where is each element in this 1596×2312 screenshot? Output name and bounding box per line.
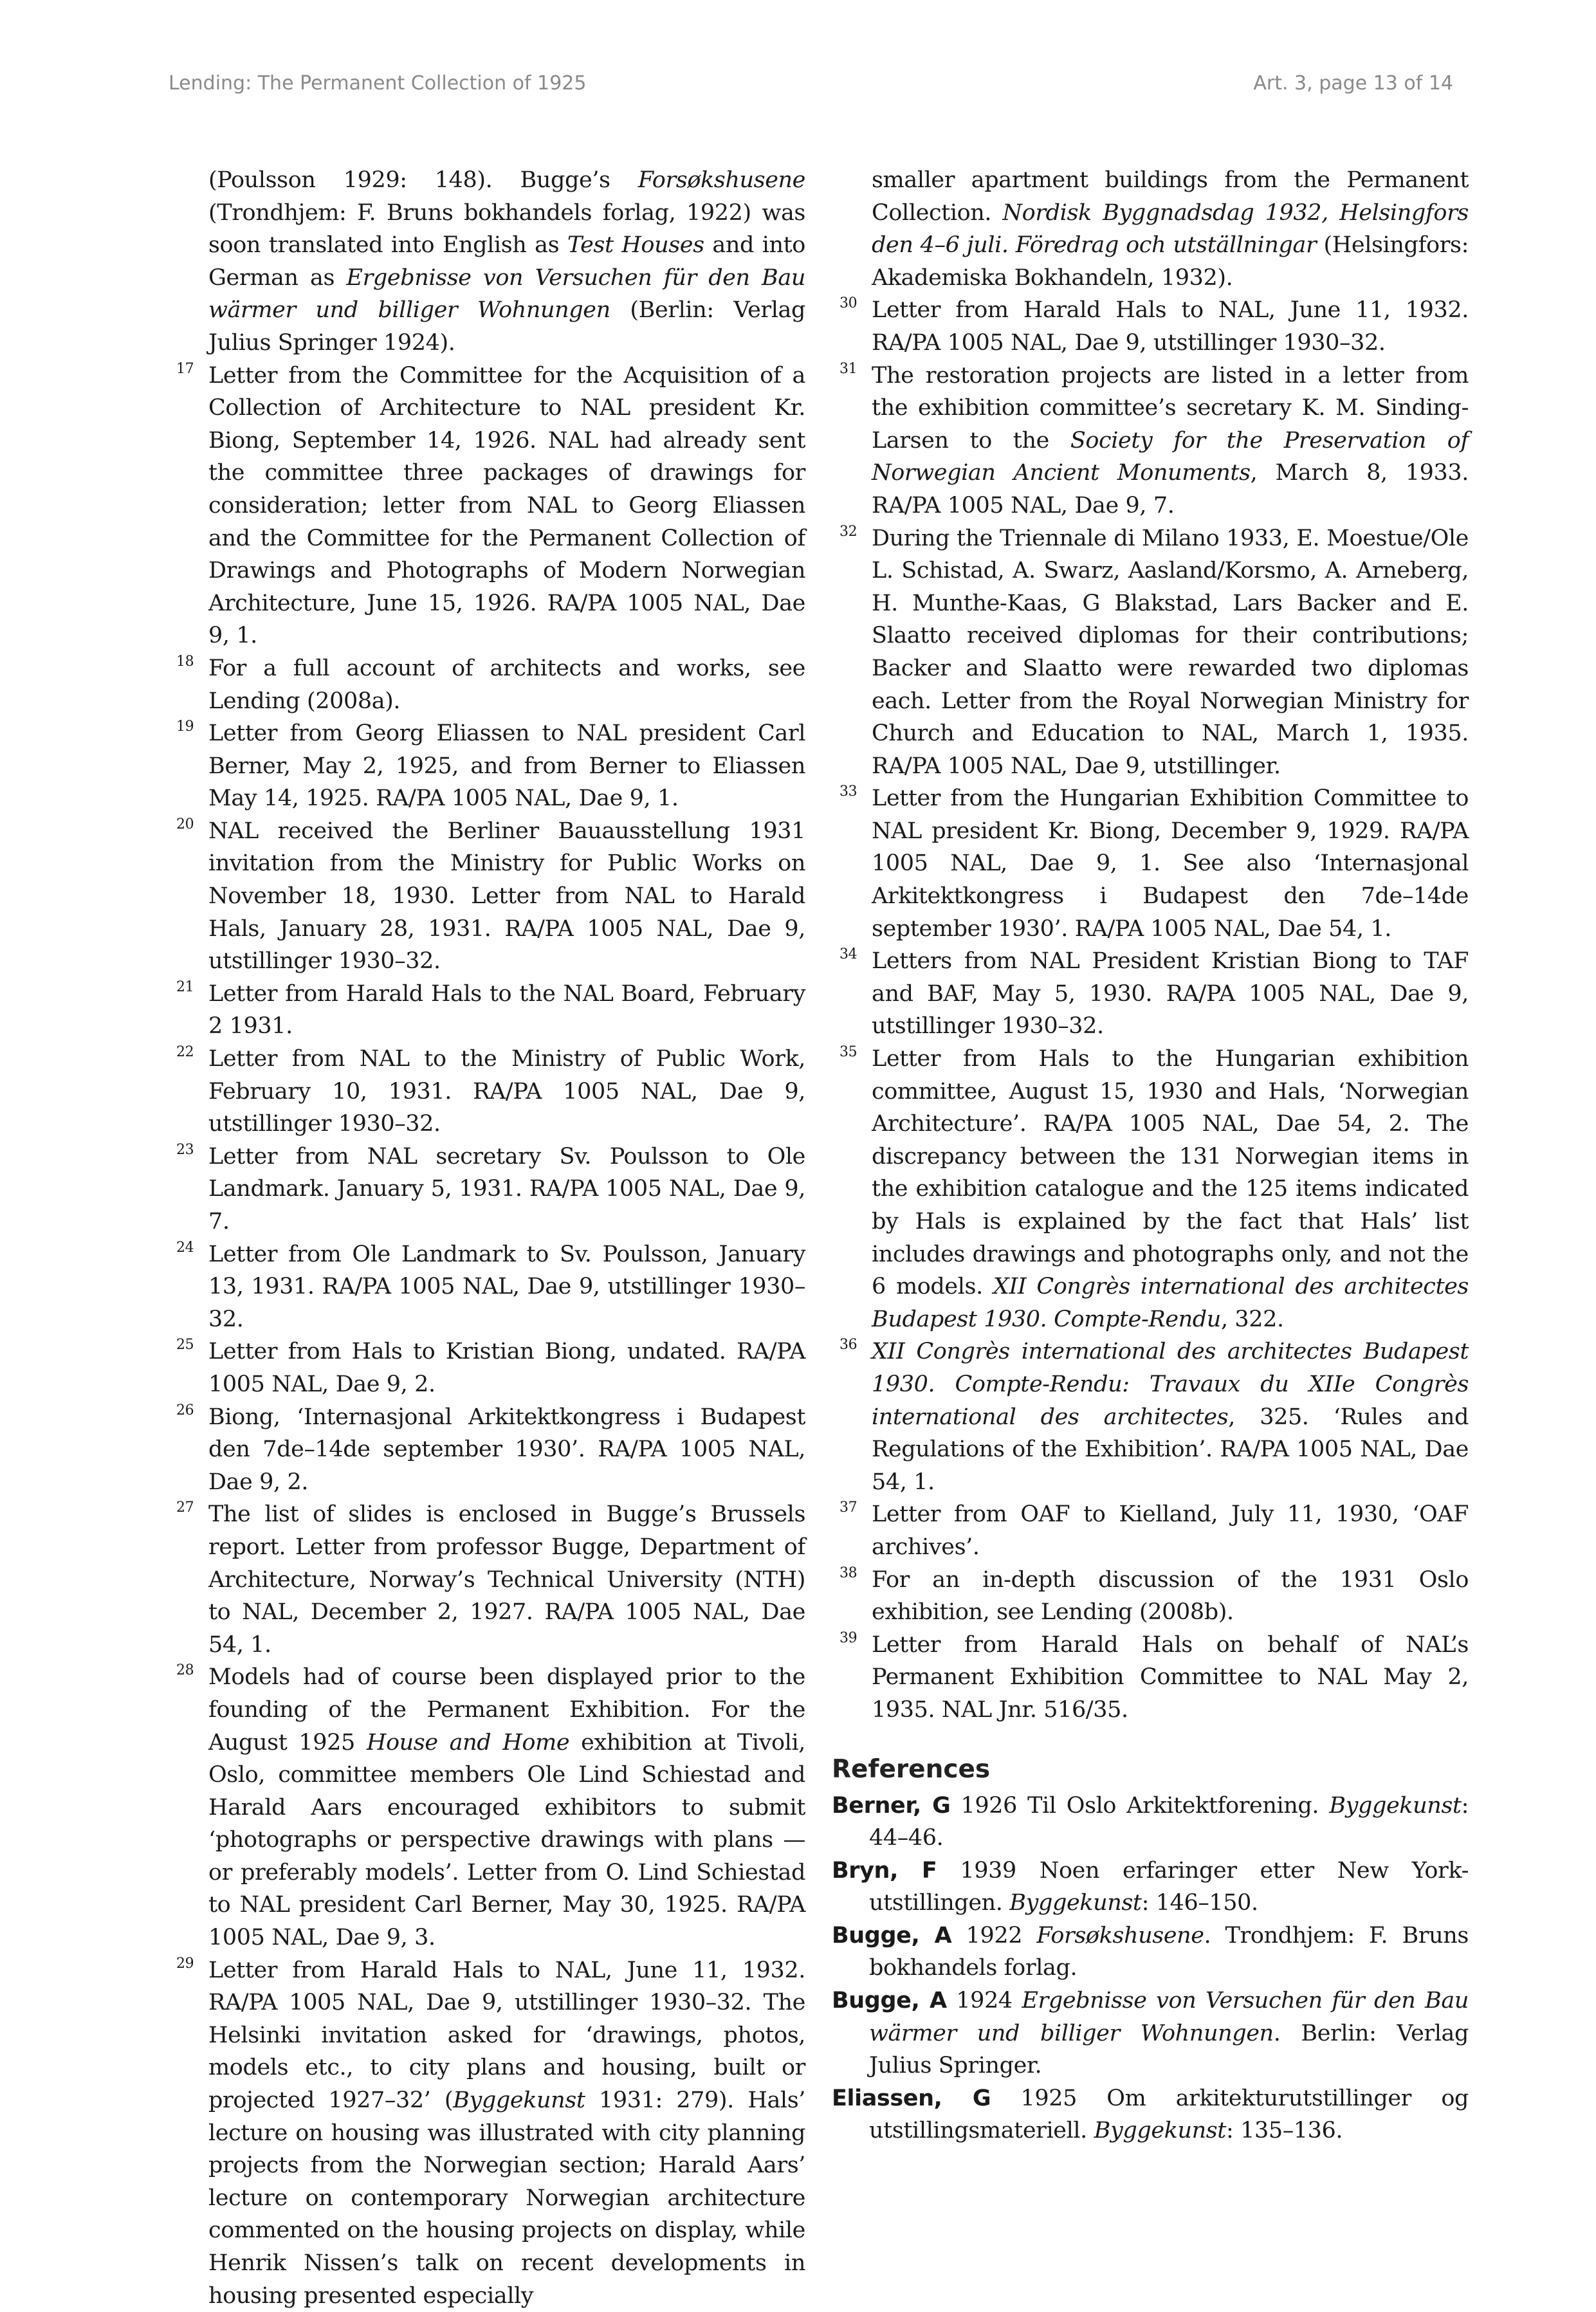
text-segment: Letter from Harald Hals to NAL, June 11, 1932. RA/PA 1005 NAL, Dae 9, utstillinger 1930–32. <box>872 297 1469 356</box>
text-segment: 1939 Noen erfaringer etter New York-utstillingen. <box>869 1857 1469 1916</box>
reference-author: Berner, G <box>832 1792 951 1819</box>
reference-author: Bugge, A <box>832 1922 952 1949</box>
footnote <box>832 1335 1469 1498</box>
footnote <box>832 1498 1469 1563</box>
running-title: Lending: The Permanent Collection of 1925 <box>169 72 587 95</box>
footnote-number: 23 <box>176 1141 194 1158</box>
footnote <box>169 1954 805 2312</box>
text-segment: Letter from the Committee for the Acquisition of a Collection of Architecture to NAL president Kr. Biong, September 14, 1926. NAL had already sent the committee three packages of drawings for consideration; letter from NAL to Georg Eliassen and the Committee for the Permanent Collection of Drawings and Photographs of Modern Norwegian Architecture, June 15, 1926. RA/PA 1005 NAL, Dae 9, 1. <box>208 362 805 649</box>
text-segment: (Helsingfors: Akademiska Bokhandeln, 1932). <box>872 232 1469 291</box>
text-segment: 1922 <box>951 1922 1037 1949</box>
italic-text: XII Congrès international des architectes Budapest 1930. Compte-Rendu: Travaux du XIIe Congrès international des architectes <box>872 1339 1469 1430</box>
reference-author: Eliassen, G <box>832 2085 991 2111</box>
text-segment: Letter from Harald Hals to NAL, June 11, 1932. RA/PA 1005 NAL, Dae 9, utstillinger 1930–32. The Helsinki invitation asked for ‘drawings, photos, models etc., to city plans and housing, built or projected 1927–32’ ( <box>208 1957 805 2114</box>
italic-text: Byggekunst <box>1094 2118 1226 2144</box>
left-column-footnotes <box>169 164 805 2312</box>
text-segment: For a full account of architects and works, see Lending (2008a). <box>208 655 805 714</box>
text-segment: 1926 Til Oslo Arkitektforening. <box>950 1792 1330 1819</box>
text-segment: Letter from Harald Hals to the NAL Board, February 2 1931. <box>208 980 805 1040</box>
reference-entry <box>832 1985 1469 2082</box>
footnote <box>832 945 1469 1043</box>
reference-author: Bugge, A <box>832 1988 947 2014</box>
footnote-number: 39 <box>839 1629 858 1646</box>
text-segment: , March 8, 1933. RA/PA 1005 NAL, Dae 9, 7. <box>872 460 1469 518</box>
footnote <box>169 717 805 815</box>
italic-text: Forsøkshusene <box>1036 1922 1204 1949</box>
footnote-number: 20 <box>176 816 194 832</box>
text-segment: 1925 Om arkitekturutstillinger og utstillingsmateriell. <box>869 2085 1469 2144</box>
text-segment: The restoration projects are listed in a letter from the exhibition committee’s secretary K. M. Sinding-Larsen to the <box>872 362 1469 454</box>
text-segment: NAL received the Berliner Bauausstellung 1931 invitation from the Ministry for Public Works on November 18, 1930. Letter from NAL to Harald Hals, January 28, 1931. RA/PA 1005 NAL, Dae 9, utstillinger 1930–32. <box>208 818 805 975</box>
text-segment: Letter from the Hungarian Exhibition Committee to NAL president Kr. Biong, December 9, 1929. RA/PA 1005 NAL, Dae 9, 1. See also ‘Internasjonal Arkitektkongress i Budapest den 7de–14de september 1930’. RA/PA 1005 NAL, Dae 54, 1. <box>872 785 1469 942</box>
footnote-number: 17 <box>176 360 194 377</box>
italic-text: Nordisk Byggnadsdag 1932, Helsingfors den 4–6 juli. Föredrag och utställningar <box>872 199 1469 259</box>
italic-text: Ergebnisse von Versuchen für den Bau wärmer und billiger Wohnungen <box>208 264 805 324</box>
page-number: Art. 3, page 13 of 14 <box>1253 72 1453 95</box>
italic-text: Society for the Preservation of Norwegian Ancient Monuments <box>872 427 1469 486</box>
text-segment: , 322. <box>1220 1306 1284 1332</box>
footnote-number: 29 <box>176 1955 194 1972</box>
footnote <box>169 1335 805 1400</box>
text-segment: (Trondhjem: F. Bruns bokhandels forlag, 1922) was soon translated into English as <box>208 199 805 259</box>
text-segment: Letter from Hals to the Hungarian exhibition committee, August 15, 1930 and Hals, ‘Norwegian Architecture’. RA/PA 1005 NAL, Dae 54, 2. The discrepancy between the 131 Norwegian items in the exhibition catalogue and the 125 items indicated by Hals is explained by the fact that Hals’ list includes drawings and photographs only, and not the 6 models. <box>872 1046 1469 1300</box>
footnote <box>169 1401 805 1499</box>
italic-text: Ergebnisse von Versuchen für den Bau wärmer und billiger Wohnungen <box>869 1988 1469 2046</box>
footnote <box>169 1141 805 1238</box>
reference-author: Bryn, F <box>832 1857 937 1884</box>
footnote-number: 38 <box>839 1564 858 1581</box>
text-segment: . Berlin: Verlag Julius Springer. <box>869 2020 1469 2079</box>
text-segment: Models had of course been displayed prior to the founding of the Permanent Exhibition. For the August 1925 <box>208 1664 805 1756</box>
footnote <box>169 978 805 1043</box>
right-column <box>832 164 1469 2147</box>
footnote <box>832 782 1469 945</box>
references-list <box>832 1790 1469 2148</box>
references-heading: References <box>832 1754 991 1784</box>
footnote <box>169 815 805 978</box>
footnote <box>169 1498 805 1661</box>
footnote-number: 36 <box>839 1337 858 1353</box>
text-segment: Biong, ‘Internasjonal Arkitektkongress i Budapest den 7de–14de september 1930’. RA/PA 1005 NAL, Dae 9, 2. <box>208 1404 805 1495</box>
right-column-footnotes <box>832 164 1469 1727</box>
text-segment: Letter from NAL secretary Sv. Poulsson to Ole Landmark. January 5, 1931. RA/PA 1005 NAL, Dae 9, 7. <box>208 1143 805 1234</box>
reference-entry <box>832 1855 1469 1920</box>
footnote-number: 26 <box>176 1402 194 1418</box>
text-segment: : 146–150. <box>1141 1890 1258 1916</box>
footnote-number: 30 <box>839 295 858 312</box>
footnote-number: 24 <box>176 1239 194 1256</box>
footnote-continuation <box>169 164 805 360</box>
italic-text: Test Houses <box>567 232 704 259</box>
text-segment: Letter from Hals to Kristian Biong, undated. RA/PA 1005 NAL, Dae 9, 2. <box>208 1339 805 1397</box>
footnote <box>832 1629 1469 1727</box>
italic-text: Byggekunst <box>1329 1792 1462 1819</box>
footnote-number: 35 <box>839 1044 858 1061</box>
footnote <box>169 1661 805 1954</box>
text-segment: . Trondhjem: F. Bruns bokhandels forlag. <box>869 1922 1469 1981</box>
footnote-number: 25 <box>176 1337 194 1353</box>
text-segment: , 325. ‘Rules and Regulations of the Exhibition’. RA/PA 1005 NAL, Dae 54, 1. <box>872 1404 1469 1495</box>
italic-text: Byggekunst <box>1009 1890 1142 1916</box>
footnote-number: 33 <box>839 784 858 800</box>
italic-text: Forsøkshusene <box>637 167 805 193</box>
text-segment: exhibition at Tivoli, Oslo, committee members Ole Lind Schiestad and Harald Aars encouraged exhibitors to submit ‘photographs or perspective drawings with plans — or preferably models’. Letter from O. Lind Schiestad to NAL president Carl Berner, May 30, 1925. RA/PA 1005 NAL, Dae 9, 3. <box>208 1729 805 1951</box>
reference-entry <box>832 2082 1469 2147</box>
text-segment: 1924 <box>946 1988 1022 2014</box>
footnote-number: 19 <box>176 719 194 735</box>
text-segment: During the Triennale di Milano 1933, E. Moestue/Ole L. Schistad, A. Swarz, Aasland/Korsmo, A. Arneberg, H. Munthe-Kaas, G Blakstad, Lars Backer and E. Slaatto received diplomas for their contributions; Backer and Slaatto were rewarded two diplomas each. Letter from the Royal Norwegian Ministry for Church and Education to NAL, March 1, 1935. RA/PA 1005 NAL, Dae 9, utstillinger. <box>872 525 1469 779</box>
footnote <box>169 1043 805 1141</box>
reference-entry <box>832 1920 1469 1985</box>
italic-text: House and Home <box>366 1729 570 1756</box>
text-segment: 1931: 279). Hals’ lecture on housing was illustrated with city planning projects from the Norwegian section; Harald Aars’ lecture on contemporary Norwegian architecture commented on the housing projects on display, while Henrik Nissen’s talk on recent developments in housing presented especially <box>208 2087 806 2309</box>
footnote-number: 37 <box>839 1500 858 1516</box>
footnote-number: 21 <box>176 978 194 995</box>
footnote-number: 22 <box>176 1044 194 1061</box>
footnote-number: 27 <box>176 1500 194 1516</box>
footnote <box>832 294 1469 359</box>
footnote <box>832 1564 1469 1629</box>
footnote-continuation <box>832 164 1469 294</box>
text-segment: For an in-depth discussion of the 1931 Oslo exhibition, see Lending (2008b). <box>872 1566 1469 1626</box>
running-header <box>169 72 1453 104</box>
text-segment: smaller apartment buildings from the Permanent Collection. <box>872 167 1469 226</box>
footnote-number: 28 <box>176 1662 194 1679</box>
footnote-number: 32 <box>839 523 858 540</box>
footnote <box>832 360 1469 522</box>
footnote <box>169 360 805 652</box>
text-segment: (Berlin: Verlag Julius Springer 1924). <box>208 297 805 356</box>
text-segment: : 135–136. <box>1225 2118 1343 2144</box>
text-segment: Letters from NAL President Kristian Biong to TAF and BAF, May 5, 1930. RA/PA 1005 NAL, Dae 9, utstillinger 1930–32. <box>872 948 1469 1040</box>
footnote <box>169 1238 805 1336</box>
text-segment: Letter from Harald Hals on behalf of NAL’s Permanent Exhibition Committee to NAL May 2, 1935. NAL Jnr. 516/35. <box>872 1631 1469 1723</box>
text-segment: (Poulsson 1929: 148). Bugge’s <box>208 167 638 193</box>
text-segment: Letter from OAF to Kielland, July 11, 1930, ‘OAF archives’. <box>872 1501 1469 1560</box>
text-segment: Letter from Georg Eliassen to NAL president Carl Berner, May 2, 1925, and from Berner to Eliassen May 14, 1925. RA/PA 1005 NAL, Dae 9, 1. <box>208 720 805 812</box>
text-segment: The list of slides is enclosed in Bugge’s Brussels report. Letter from professor Bugge, Department of Architecture, Norway’s Technical University (NTH) to NAL, December 2, 1927. RA/PA 1005 NAL, Dae 54, 1. <box>208 1501 805 1658</box>
text-segment: Letter from NAL to the Ministry of Public Work, February 10, 1931. RA/PA 1005 NAL, Dae 9, utstillinger 1930–32. <box>208 1046 805 1137</box>
footnote-number: 34 <box>839 946 858 963</box>
footnote-number: 18 <box>176 653 194 670</box>
footnote-number: 31 <box>839 360 858 377</box>
text-segment: Letter from Ole Landmark to Sv. Poulsson, January 13, 1931. RA/PA 1005 NAL, Dae 9, utstillinger 1930–32. <box>208 1241 805 1332</box>
footnote <box>832 522 1469 783</box>
text-segment: : 44–46. <box>869 1792 1469 1851</box>
footnote <box>832 1043 1469 1335</box>
footnote <box>169 652 805 717</box>
reference-entry <box>832 1790 1469 1855</box>
italic-text: XII Congrès international des architectes Budapest 1930. Compte-Rendu <box>872 1274 1469 1332</box>
italic-text: Byggekunst <box>453 2087 585 2114</box>
text-segment: and into German as <box>208 232 805 291</box>
